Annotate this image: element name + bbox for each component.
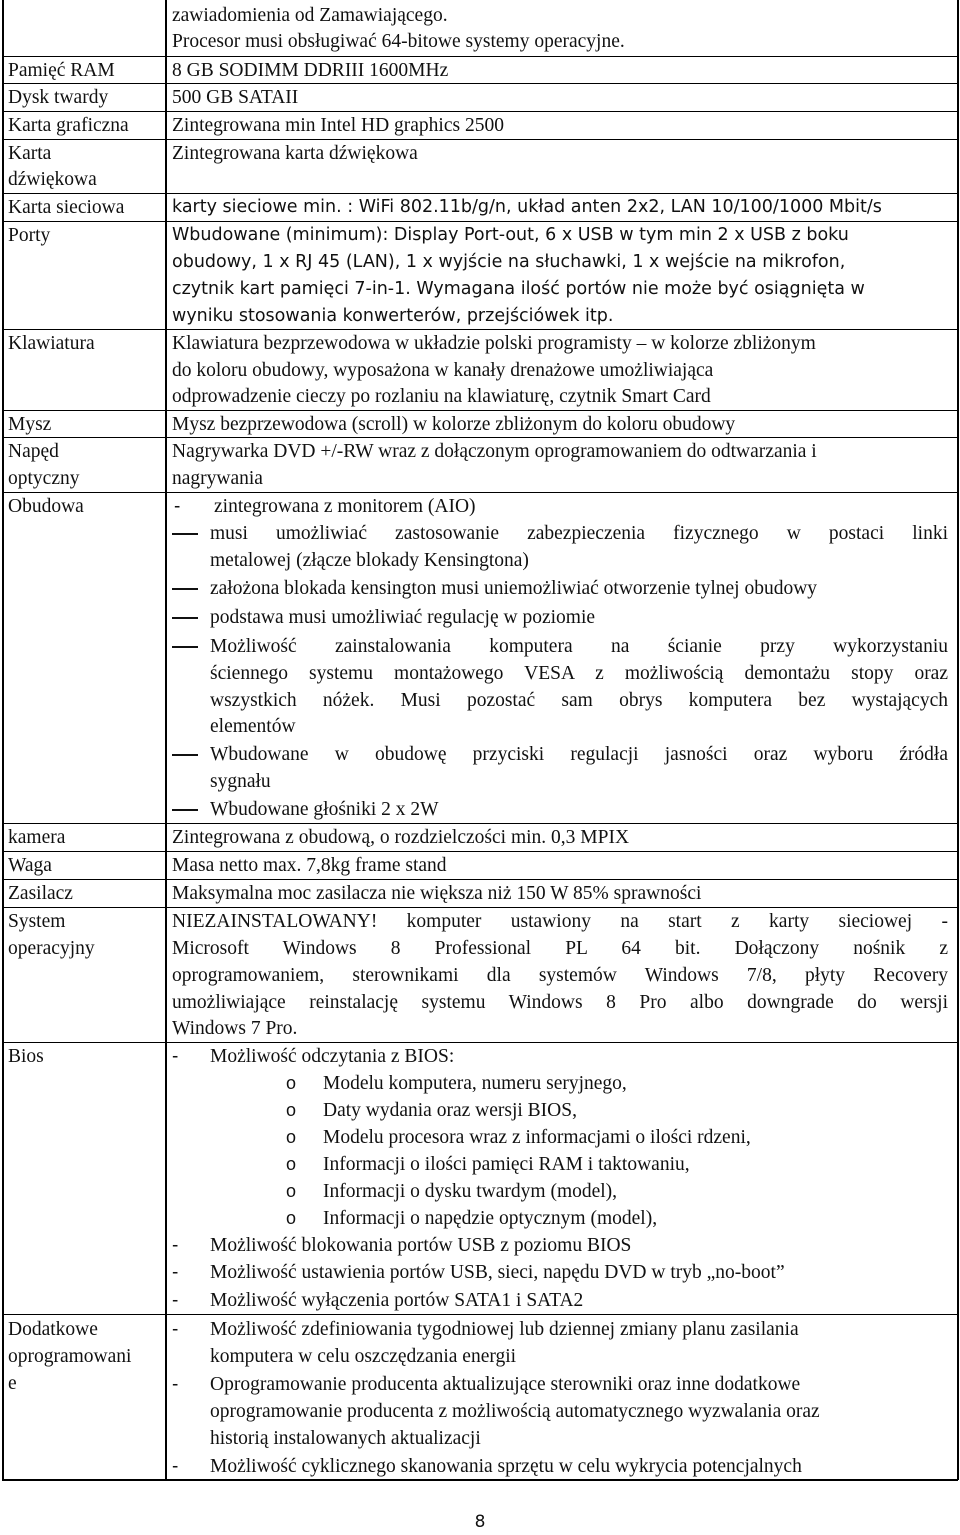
bios-sub-bullet: o <box>286 1100 297 1120</box>
ports-value-line: czytnik kart pamięci 7-in-1. Wymagana ilość portów nie może być osiągnięta w <box>172 279 865 299</box>
bios-dash-bullet: - <box>172 1290 179 1311</box>
bios-sub-bullet: o <box>286 1154 297 1174</box>
keyboard-value-line: Klawiatura bezprzewodowa w układzie polski programisty – w kolorze zbliżonym <box>172 333 816 354</box>
row-divider <box>2 83 958 84</box>
software-item-line: Oprogramowanie producenta aktualizujące sterowniki oraz inne dodatkowe <box>210 1374 801 1395</box>
case-item-line: Wbudowane w obudowę przyciski regulacji jasności oraz wyboru źródła <box>210 744 948 765</box>
case-dash-bullet <box>172 646 198 648</box>
row-divider <box>2 1314 958 1315</box>
os-label-line: System <box>8 911 66 932</box>
os-label-line: operacyjny <box>8 938 95 959</box>
case-item-line: Możliwość zainstalowania komputera na ścianie przy wykorzystaniu <box>210 636 948 657</box>
software-dash-bullet: - <box>172 1374 179 1395</box>
bios-sub-bullet: o <box>286 1073 297 1093</box>
software-item-line: oprogramowanie producenta z możliwością automatycznego wyzwalania oraz <box>210 1401 820 1422</box>
software-item-line: Możliwość cyklicznego skanowania sprzętu w celu wykrycia potencjalnych <box>210 1456 802 1477</box>
case-item-line: podstawa musi umożliwiać regulację w poziomie <box>210 607 596 628</box>
keyboard-label: Klawiatura <box>8 333 95 354</box>
software-dash-bullet: - <box>172 1319 179 1340</box>
row-divider <box>2 139 958 140</box>
software-label-line: Dodatkowe <box>8 1319 98 1340</box>
bios-item: Możliwość ustawienia portów USB, sieci, napędu DVD w tryb „no-boot” <box>210 1262 785 1283</box>
os-value-line: oprogramowaniem, sterownikami dla systemów Windows 7/8, płyty Recovery <box>172 965 948 986</box>
procesor-value-line: Procesor musi obsługiwać 64-bitowe systemy operacyjne. <box>172 31 625 52</box>
graphics-value: Zintegrowana min Intel HD graphics 2500 <box>172 115 504 136</box>
case-label: Obudowa <box>8 496 84 517</box>
case-item-line: musi umożliwiać zastosowanie zabezpieczenia fizycznego w postaci linki <box>210 523 948 544</box>
bios-dash-bullet: - <box>172 1046 179 1067</box>
keyboard-value-line: odprowadzenie cieczy po rozlaniu na klawiaturę, czytnik Smart Card <box>172 386 711 407</box>
optical-drive-label-line: Napęd <box>8 441 59 462</box>
os-value-line: umożliwiające reinstalację systemu Windows 8 Pro albo downgrade do wersji <box>172 992 948 1013</box>
case-item-line: sygnału <box>210 771 271 792</box>
bios-sub-bullet: o <box>286 1127 297 1147</box>
sound-label-line: Karta <box>8 143 52 164</box>
software-item-line: historią instalowanych aktualizacji <box>210 1428 481 1449</box>
table-border-right <box>957 0 959 1480</box>
case-dash-bullet <box>172 588 198 590</box>
procesor-value-line: zawiadomienia od Zamawiającego. <box>172 5 448 26</box>
keyboard-value-line: do koloru obudowy, wyposażona w kanały drenażowe umożliwiająca <box>172 360 714 381</box>
case-dash-bullet <box>172 617 198 619</box>
case-item-line: założona blokada kensington musi uniemożliwiać otworzenie tylnej obudowy <box>210 578 818 599</box>
weight-value: Masa netto max. 7,8kg frame stand <box>172 855 447 876</box>
camera-label: kamera <box>8 827 66 848</box>
software-item-line: komputera w celu oszczędzania energii <box>210 1346 517 1367</box>
bios-sub-item: Modelu komputera, numeru seryjnego, <box>323 1073 627 1094</box>
page-number: 8 <box>474 1512 486 1532</box>
case-dash-bullet: - <box>174 496 181 517</box>
ram-value: 8 GB SODIMM DDRIII 1600MHz <box>172 60 449 81</box>
column-divider <box>165 0 167 1480</box>
optical-drive-value-line: nagrywania <box>172 468 263 489</box>
bios-intro: Możliwość odczytania z BIOS: <box>210 1046 455 1067</box>
network-value: karty sieciowe min. : WiFi 802.11b/g/n, układ anten 2x2, LAN 10/100/1000 Mbit/s <box>172 197 882 217</box>
bios-item: Możliwość wyłączenia portów SATA1 i SATA2 <box>210 1290 584 1311</box>
ports-label: Porty <box>8 225 51 246</box>
case-item-line: metalowej (złącze blokady Kensingtona) <box>210 550 529 571</box>
table-border-left <box>2 0 4 1480</box>
network-label: Karta sieciowa <box>8 197 125 218</box>
weight-label: Waga <box>8 855 52 876</box>
ports-value-line: Wbudowane (minimum): Display Port-out, 6 x USB w tym min 2 x USB z boku <box>172 225 849 245</box>
os-value-line: Windows 7 Pro. <box>172 1018 298 1039</box>
row-divider <box>2 851 958 852</box>
row-divider <box>2 492 958 493</box>
camera-value: Zintegrowana z obudową, o rozdzielczości min. 0,3 MPIX <box>172 827 630 848</box>
bios-dash-bullet: - <box>172 1235 179 1256</box>
mouse-label: Mysz <box>8 414 52 435</box>
disk-label: Dysk twardy <box>8 87 109 108</box>
bios-sub-item: Informacji o ilości pamięci RAM i taktowaniu, <box>323 1154 690 1175</box>
sound-value: Zintegrowana karta dźwiękowa <box>172 143 418 164</box>
ports-value-line: obudowy, 1 x RJ 45 (LAN), 1 x wyjście na słuchawki, 1 x wejście na mikrofon, <box>172 252 846 272</box>
case-item-line: Wbudowane głośniki 2 x 2W <box>210 799 439 820</box>
os-value-line: NIEZAINSTALOWANY! komputer ustawiony na start z karty sieciowej - <box>172 911 948 932</box>
optical-drive-label-line: optyczny <box>8 468 80 489</box>
row-divider <box>2 1042 958 1043</box>
case-item-line: wszystkich nóżek. Musi pozostać sam obrys komputera bez wystających <box>210 690 948 711</box>
case-first-item: zintegrowana z monitorem (AIO) <box>214 496 476 517</box>
software-label-line: oprogramowani <box>8 1346 132 1367</box>
bios-dash-bullet: - <box>172 1262 179 1283</box>
sound-label-line: dźwiękowa <box>8 169 97 190</box>
os-value-line: Microsoft Windows 8 Professional PL 64 bit. Dołączony nośnik z <box>172 938 948 959</box>
bios-sub-item: Informacji o dysku twardym (model), <box>323 1181 618 1202</box>
case-item-line: ściennego systemu montażowego VESA z możliwością demontażu stopy oraz <box>210 663 948 684</box>
psu-label: Zasilacz <box>8 883 73 904</box>
bios-sub-item: Modelu procesora wraz z informacjami o ilości rdzeni, <box>323 1127 751 1148</box>
bios-sub-item: Informacji o napędzie optycznym (model), <box>323 1208 658 1229</box>
software-dash-bullet: - <box>172 1456 179 1477</box>
software-item-line: Możliwość zdefiniowania tygodniowej lub dziennej zmiany planu zasilania <box>210 1319 799 1340</box>
psu-value: Maksymalna moc zasilacza nie większa niż 150 W 85% sprawności <box>172 883 702 904</box>
bios-item: Możliwość blokowania portów USB z poziomu BIOS <box>210 1235 632 1256</box>
bios-sub-bullet: o <box>286 1181 297 1201</box>
case-item-line: elementów <box>210 716 296 737</box>
case-dash-bullet <box>172 809 198 811</box>
optical-drive-value-line: Nagrywarka DVD +/-RW wraz z dołączonym oprogramowaniem do odtwarzania i <box>172 441 817 462</box>
bios-sub-bullet: o <box>286 1208 297 1228</box>
ram-label: Pamięć RAM <box>8 60 115 81</box>
software-label-line: e <box>8 1373 17 1394</box>
row-divider <box>2 56 958 57</box>
ports-value-line: wyniku stosowania konwerterów, przejściówek itp. <box>172 306 614 326</box>
graphics-label: Karta graficzna <box>8 115 129 136</box>
bios-sub-item: Daty wydania oraz wersji BIOS, <box>323 1100 577 1121</box>
mouse-value: Mysz bezprzewodowa (scroll) w kolorze zbliżonym do koloru obudowy <box>172 414 736 435</box>
case-dash-bullet <box>172 533 198 535</box>
case-dash-bullet <box>172 754 198 756</box>
disk-value: 500 GB SATAII <box>172 87 299 108</box>
bios-label: Bios <box>8 1046 44 1067</box>
